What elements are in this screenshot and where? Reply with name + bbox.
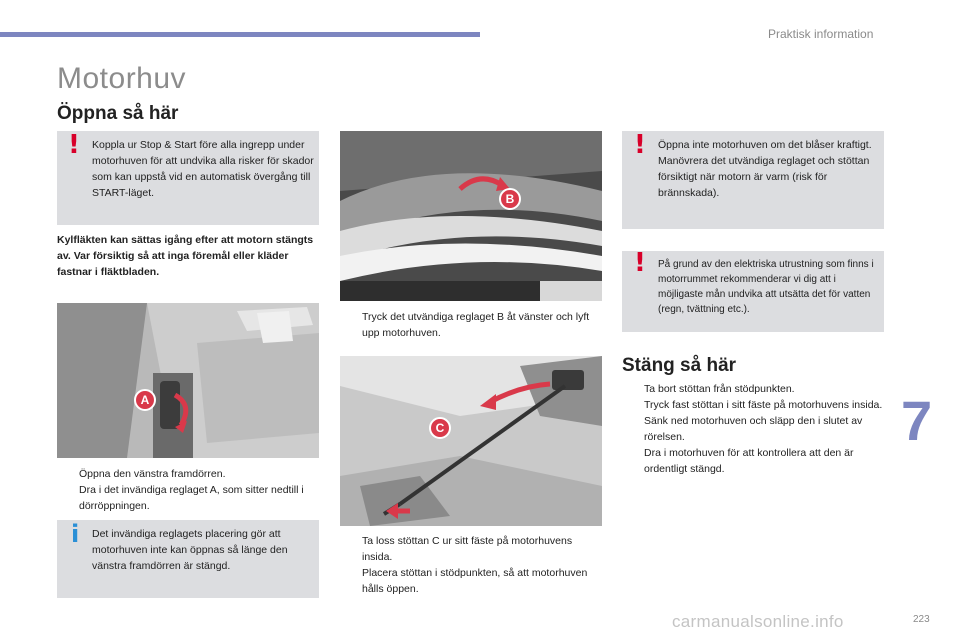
warning-box-stop-start: [57, 131, 319, 225]
photo-exterior-lever: [340, 131, 602, 301]
step-text: Öppna den vänstra framdörren.: [79, 468, 226, 480]
photo-interior-lever: [57, 303, 319, 458]
steps-exterior-lever: [340, 309, 602, 341]
list-item: [622, 413, 884, 445]
list-item: [622, 397, 884, 413]
info-box-door: [57, 520, 319, 598]
step-text: Ta bort stöttan från stödpunkten.: [644, 383, 795, 395]
list-item: [340, 533, 602, 565]
step-text: Placera stöttan i stödpunkten, så att motorhuven hålls öppen.: [362, 567, 588, 595]
close-heading: Stäng så här: [622, 355, 737, 376]
page-title: Motorhuv: [57, 62, 187, 95]
step-text: Dra i motorhuven för att kontrollera att den är ordentligt stängd.: [644, 447, 854, 475]
warning-icon: !: [634, 130, 646, 160]
warning-box-electric: [622, 248, 884, 332]
callout-a: A: [140, 393, 150, 407]
list-item: [622, 381, 884, 397]
warning-text: På grund av den elektriska utrustning som finns i motorrummet rekommenderar vi dig att i möjligaste mån undvika att utsätta det för vatten (regn, tvättning etc.).: [658, 259, 874, 315]
warning-icon: !: [634, 248, 646, 278]
header-accent-bar: [0, 32, 480, 37]
warning-text: Koppla ur Stop & Start före alla ingrepp under motorhuven för att undvika alla risker för skador som kan uppstå vid en automatisk övergång till START-läget.: [92, 139, 314, 199]
open-heading: Öppna så här: [57, 103, 179, 124]
warning-box-wind: [622, 131, 884, 229]
warning-icon: !: [68, 130, 80, 160]
step-text: Tryck det utvändiga reglaget B åt vänster och lyft upp motorhuven.: [362, 311, 590, 339]
page-number: 223: [913, 614, 930, 625]
fan-warning-note: Kylfläkten kan sättas igång efter att motorn stängts av. Var försiktig så att inga föremål eller kläder fastnar i fläktbladen.: [57, 234, 314, 278]
chapter-number: 7: [901, 389, 933, 452]
list-item: [340, 565, 602, 597]
list-item: [622, 445, 884, 477]
section-label: Praktisk information: [768, 27, 874, 41]
steps-open-door: [57, 466, 319, 514]
info-icon: i: [71, 520, 80, 548]
step-text: Ta loss stöttan C ur sitt fäste på motorhuvens insida.: [362, 535, 573, 563]
step-text: Sänk ned motorhuven och släpp den i slutet av rörelsen.: [644, 415, 863, 443]
steps-hood-prop: [340, 533, 602, 597]
photo-hood-prop: [340, 356, 602, 526]
callout-b: B: [505, 192, 515, 206]
warning-text: Öppna inte motorhuven om det blåser kraftigt. Manövrera det utvändiga reglaget och stöttan försiktigt när motorn är varm (risk för brännskada).: [658, 139, 872, 199]
callout-c: C: [435, 421, 445, 435]
steps-close: [622, 381, 884, 477]
list-item: [57, 482, 319, 514]
step-text: Dra i det invändiga reglaget A, som sitter nedtill i dörröppningen.: [79, 484, 304, 512]
list-item: [340, 309, 602, 341]
step-text: Tryck fast stöttan i sitt fäste på motorhuvens insida.: [644, 399, 883, 411]
list-item: [57, 466, 319, 482]
watermark: carmanualsonline.info: [672, 612, 844, 631]
info-text: Det invändiga reglagets placering gör att motorhuven inte kan öppnas så länge den vänstra framdörren är stängd.: [92, 528, 288, 572]
